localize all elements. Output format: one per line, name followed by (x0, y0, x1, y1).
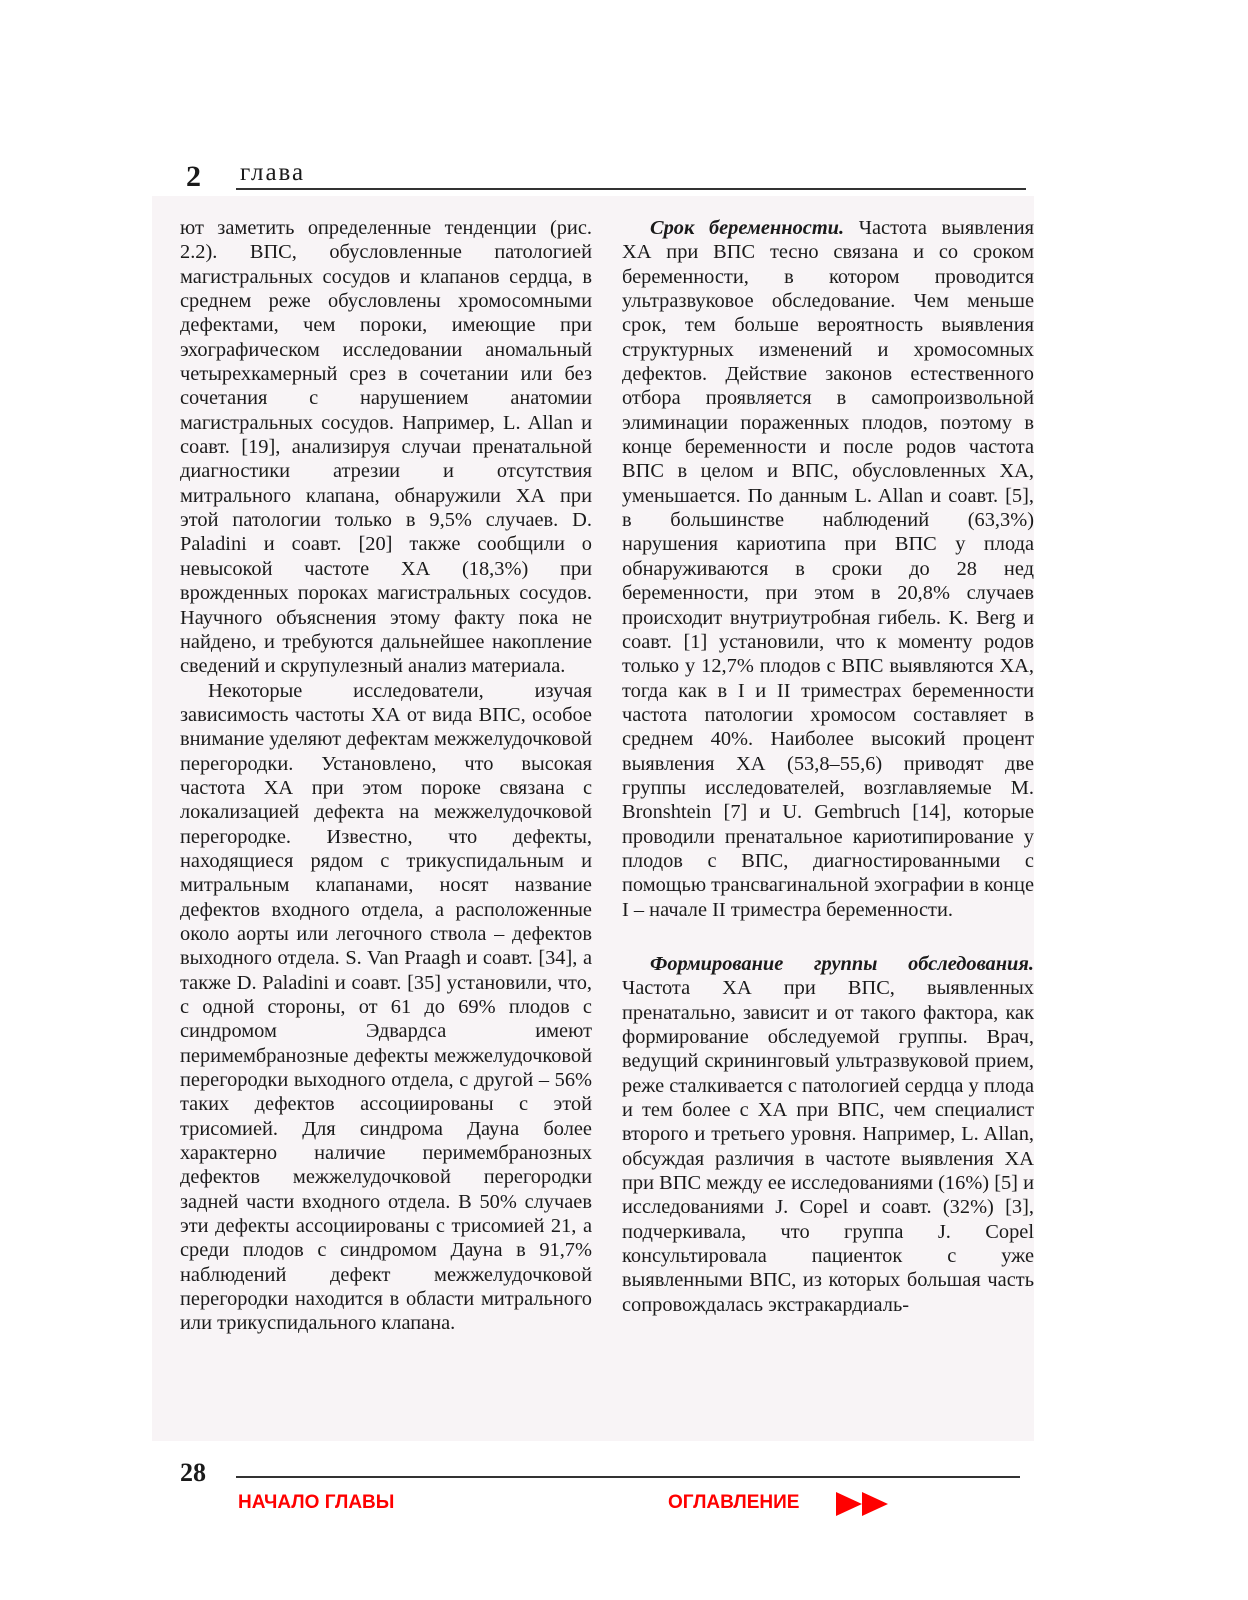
paragraph-gap (622, 922, 1034, 952)
table-of-contents-link[interactable]: ОГЛАВЛЕНИЕ (668, 1492, 800, 1513)
right-column (622, 216, 1034, 1317)
section-heading-group: Формирование группы обследования. (650, 952, 1034, 975)
paragraph: ют заметить определенные тенденции (рис. 2.2). ВПС, обусловленные патологией магистральных сосудов и клапанов сердца, в среднем реже обусловлены хромосомными дефектами, чем пороки, имеющие при эхографическом исследовании аномальный четырехкамерный срез в сочетании или без сочетания с нарушением анатомии магистральных сосудов. Например, L. Allan и соавт. [19], анализируя случаи пренатальной диагностики атрезии и отсутствия митрального клапана, обнаружили ХА при этой патологии только в 9,5% случаев. D. Paladini и соавт. [20] также сообщили о невысокой частоте ХА (18,3%) при врожденных пороках магистральных сосудов. Научного объяснения этому факту пока не найдено, и требуются дальнейшее накопление сведений и скрупулезный анализ материала. (180, 217, 592, 678)
page-header (186, 160, 1038, 200)
page-number: 28 (180, 1458, 206, 1487)
paragraph: Некоторые исследователи, изучая зависимость частоты ХА от вида ВПС, особое внимание уделяют дефектам межжелудочковой перегородки. Установлено, что высокая частота ХА при этом пороке связана с локализацией дефекта на межжелудочковой перегородке. Известно, что дефекты, находящиеся рядом с трикуспидальным и митральным клапанами, носят название дефектов входного отдела, а расположенные около аорты или легочного ствола – дефектов выходного отдела. S. Van Praagh и соавт. [34], а также D. Paladini и соавт. [35] установили, что, с одной стороны, от 61 до 69% плодов с синдромом Эдвардса имеют перимембранозные дефекты межжелудочковой перегородки выходного отдела, с другой – 56% таких дефектов ассоциированы с этой трисомией. Для синдрома Дауна более характерно наличие перимембранозных дефектов межжелудочковой перегородки задней части входного отдела. В 50% случаев эти дефекты ассоциированы с трисомией 21, а среди плодов с синдромом Дауна в 91,7% наблюдений дефект межжелудочковой перегородки находится в области митрального или трикуспидального клапана. (180, 679, 592, 1335)
chapter-start-link[interactable]: НАЧАЛО ГЛАВЫ (238, 1492, 395, 1513)
chapter-label: глава (240, 159, 306, 186)
section-text-term: Частота выявления ХА при ВПС тесно связана и со сроком беременности, в котором проводится ультразвуковое обследование. Чем меньше срок, тем больше вероятность выявления структурных изменений и хромосомных дефектов. Действие законов естественного отбора проявляется в самопроизвольной элиминации пораженных плодов, поэтому в конце беременности и после родов частота ВПС в целом и ВПС, обусловленных ХА, уменьшается. По данным L. Allan и соавт. [5], в большинстве наблюдений (63,3%) нарушения кариотипа при ВПС у плода обнаруживаются в сроки до 28 нед беременности, при этом в 20,8% случаев происходит внутриутробная гибель. K. Berg и соавт. [1] установили, что к моменту родов только у 12,7% плодов с ВПС выявляются ХА, тогда как в I и II триместрах беременности частота патологии хромосом составляет в среднем 40%. Наиболее высокий процент выявления ХА (53,8–55,6) приводят две группы исследователей, возглавляемые M. Bronshtein [7] и U. Gembruch [14], которые проводили пренатальное кариотипирование у плодов с ВПС, диагностированными с помощью трансвагинальной эхографии в конце I – начале II триместра беременности. (622, 217, 1034, 921)
header-divider (236, 188, 1026, 190)
double-right-arrow-icon[interactable] (836, 1492, 892, 1516)
chapter-number: 2 (186, 160, 201, 193)
section-heading-term: Срок беременности. (650, 217, 845, 239)
page-footer (180, 1460, 1040, 1520)
footer-divider (236, 1476, 1020, 1478)
paragraph-group-formation (622, 952, 1034, 1317)
paragraph-term-of-pregnancy (622, 216, 1034, 922)
section-text-group: Частота ХА при ВПС, выявленных пренатально, зависит и от такого фактора, как формирование обследуемой группы. Врач, ведущий скрининговый ультразвуковой прием, реже сталкивается с патологией сердца у плода и тем более с ХА при ВПС, чем специалист второго и третьего уровня. Например, L. Allan, обсуждая различия в частоте выявления ХА при ВПС между ее исследованиями (16%) [5] и исследованиями J. Copel и соавт. (32%) [3], подчеркивала, что группа J. Copel консультировала пациенток с уже выявленными ВПС, из которых большая часть сопровождалась экстракардиаль- (622, 977, 1034, 1316)
left-column (180, 216, 592, 1336)
